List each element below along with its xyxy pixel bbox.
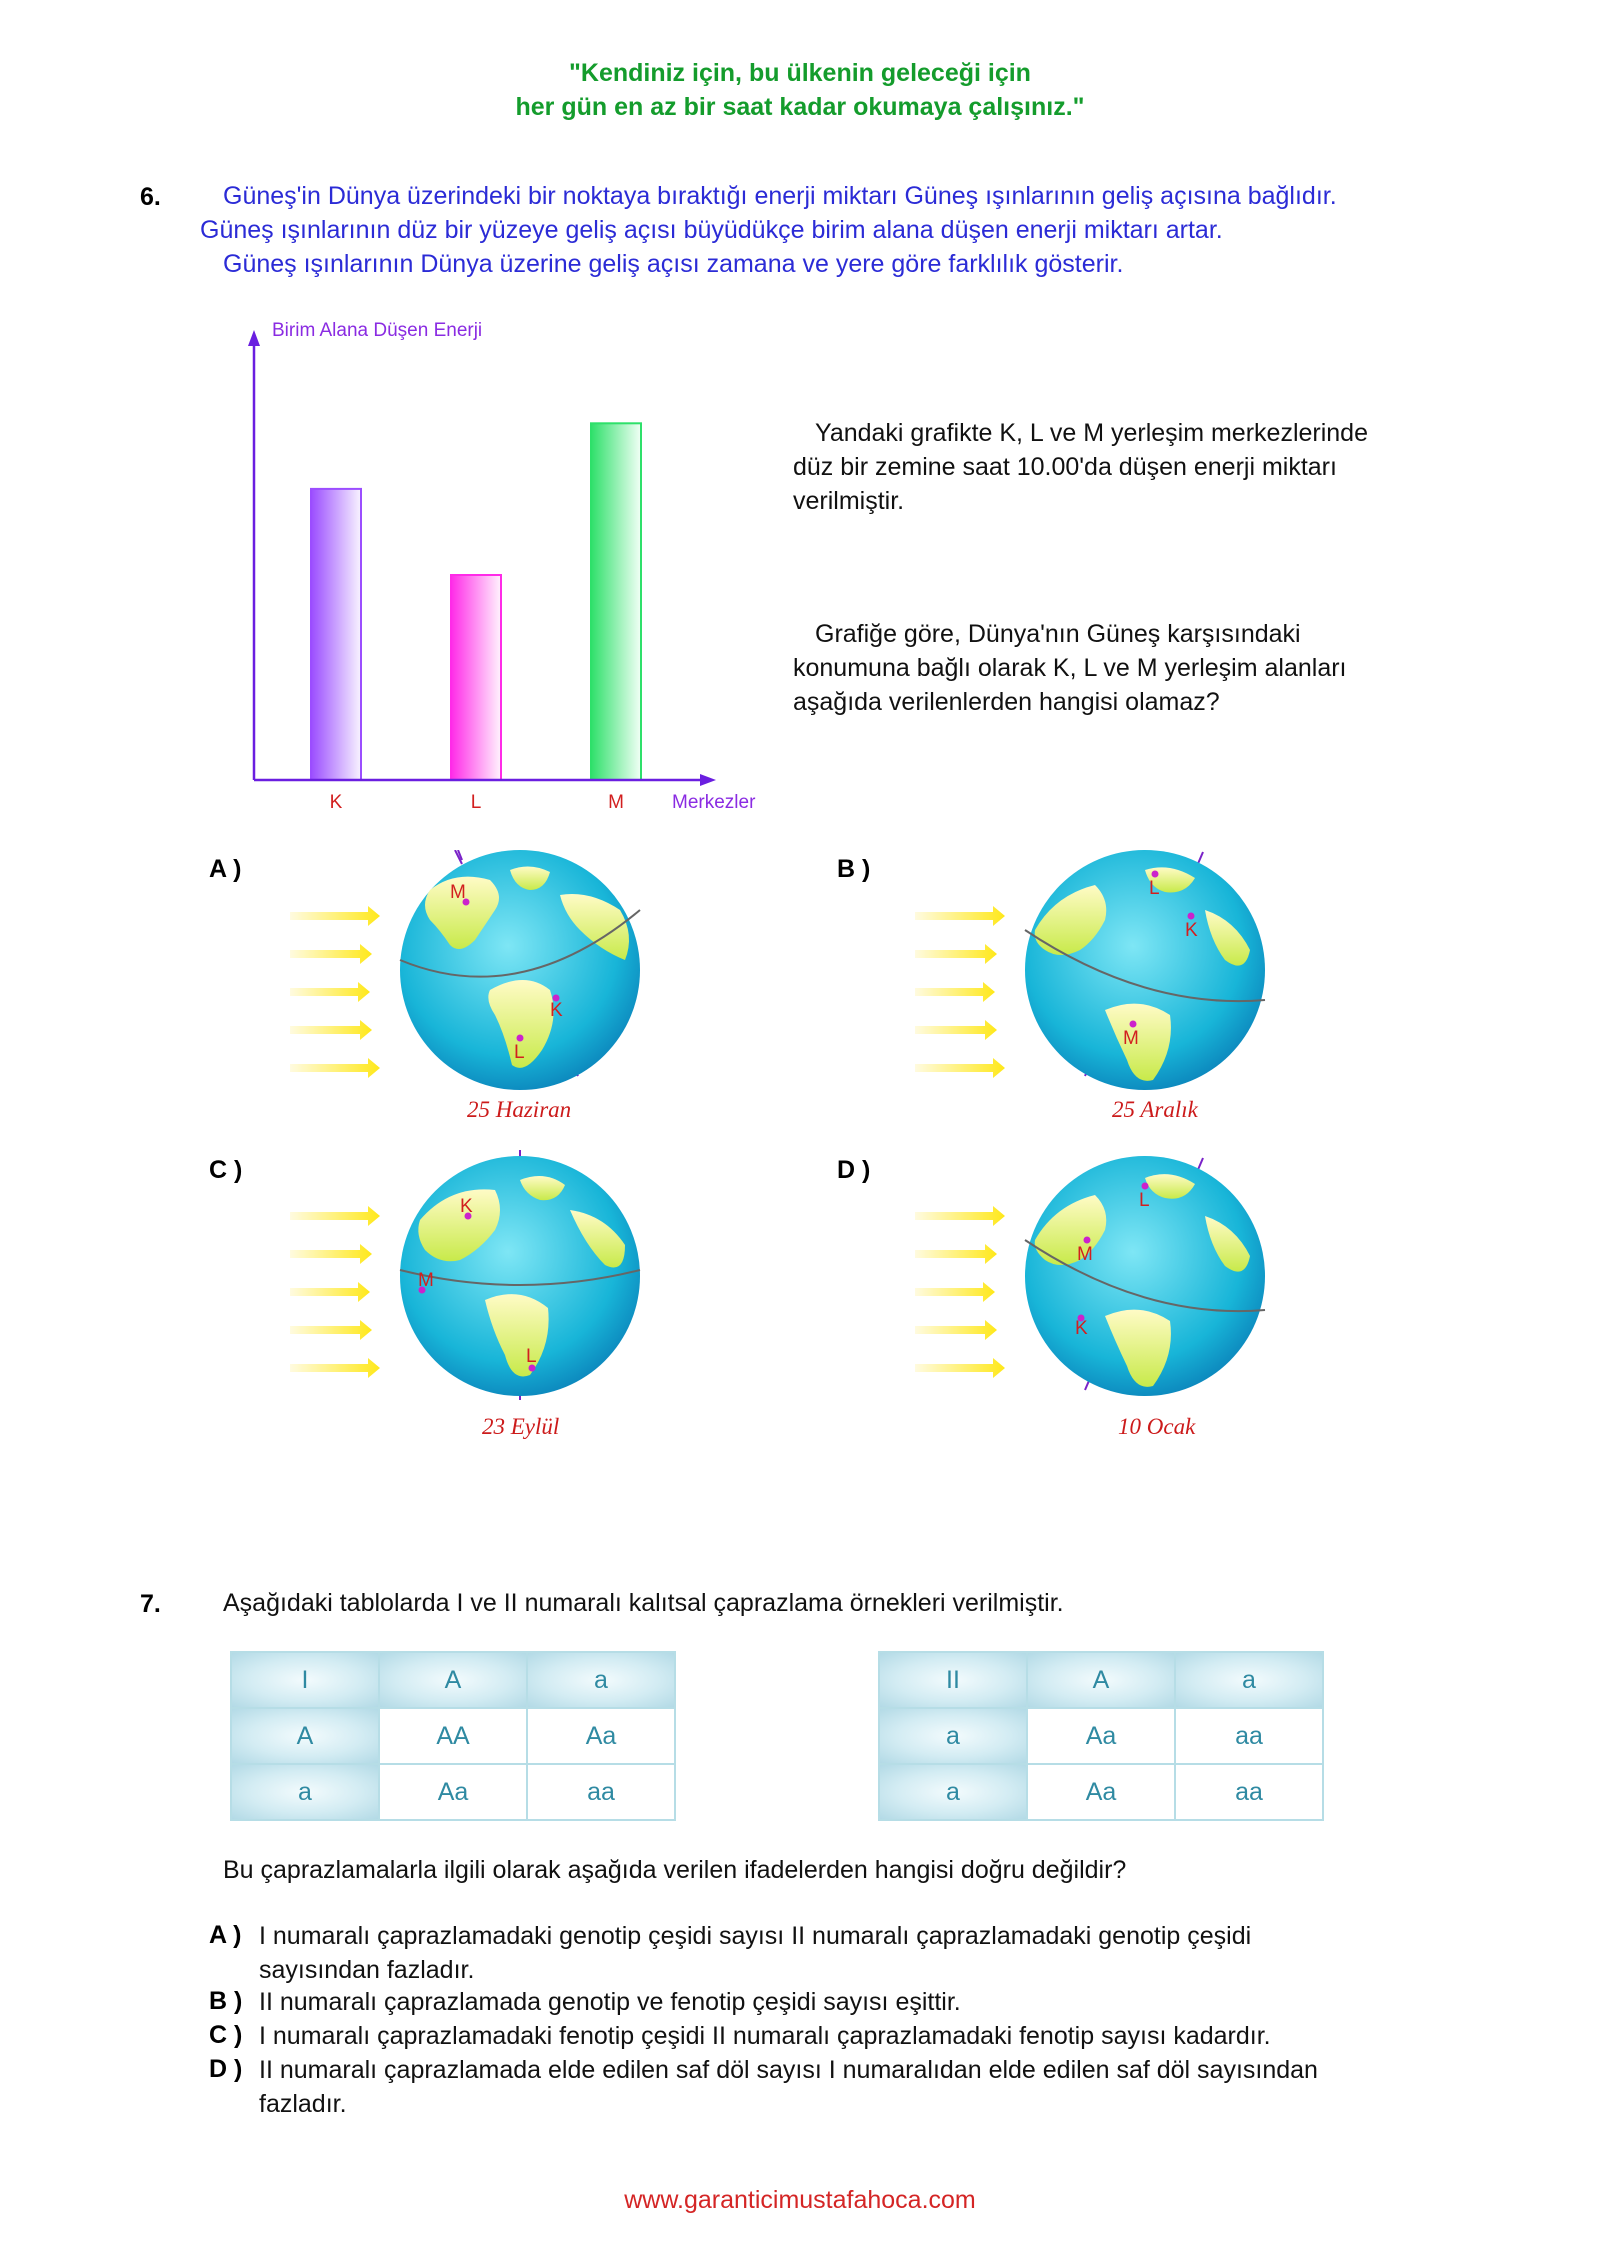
table-2-cell: aa	[1175, 1764, 1323, 1820]
q7-intro: Aşağıdaki tablolarda I ve II numaralı kalıtsal çaprazlama örnekleri verilmiştir.	[223, 1589, 1064, 1617]
table-1-cell: A	[379, 1652, 527, 1708]
q6-option-a-label[interactable]: A )	[209, 855, 242, 883]
punnett-table-2	[878, 1651, 1324, 1821]
q7-option-d-label[interactable]: D )	[209, 2055, 243, 2083]
globe-a-marker-k: K	[550, 1000, 563, 1021]
sun-rays	[915, 906, 1005, 1078]
table-1-cell: A	[231, 1708, 379, 1764]
q6-side-text-2-line-1: Grafiğe göre, Dünya'nın Güneş karşısındaki	[815, 620, 1301, 648]
table-2-cell: a	[879, 1764, 1027, 1820]
table-2-cell: a	[879, 1708, 1027, 1764]
table-1-cell: Aa	[527, 1708, 675, 1764]
q7-option-d-line-1[interactable]: II numaralı çaprazlamada elde edilen saf döl sayısı I numaralıdan elde edilen saf döl sayısından	[259, 2056, 1318, 2084]
globe-marker-dot	[517, 1035, 524, 1042]
globe-a-marker-m: M	[450, 882, 466, 903]
globe-d-marker-l: L	[1139, 1190, 1150, 1211]
chart-x-axis-arrow	[700, 774, 716, 786]
sun-rays	[915, 1206, 1005, 1378]
q7-option-b-line-1[interactable]: II numaralı çaprazlamada genotip ve fenotip çeşidi sayısı eşittir.	[259, 1988, 961, 2016]
table-2-cell: Aa	[1027, 1764, 1175, 1820]
motto-line-2: her gün en az bir saat kadar okumaya çalışınız."	[515, 93, 1085, 121]
question-6-number: 6.	[140, 183, 161, 211]
q6-option-c-label[interactable]: C )	[209, 1156, 243, 1184]
table-2-cell: II	[879, 1652, 1027, 1708]
q6-globe-d[interactable]	[905, 1150, 1285, 1400]
sun-rays	[290, 906, 380, 1078]
globe-b-marker-m: M	[1123, 1028, 1139, 1049]
table-2-cell: A	[1027, 1652, 1175, 1708]
table-1-cell: aa	[527, 1764, 675, 1820]
x-tick-label-k: K	[329, 792, 343, 813]
bar-k	[311, 489, 361, 780]
table-1-cell: Aa	[379, 1764, 527, 1820]
x-tick-label-l: L	[470, 792, 482, 813]
globe-c-marker-k: K	[460, 1196, 473, 1217]
q7-option-d-line-2[interactable]: fazladır.	[259, 2090, 347, 2118]
globe-c-marker-l: L	[526, 1346, 537, 1367]
q6-intro-line-1: Güneş'in Dünya üzerindeki bir noktaya bıraktığı enerji miktarı Güneş ışınlarının geliş açısına bağlıdır.	[223, 182, 1337, 210]
q6-side-text-1-line-2: düz bir zemine saat 10.00'da düşen enerji miktarı	[793, 453, 1337, 481]
globe-a-marker-l: L	[514, 1042, 525, 1063]
bar-l	[451, 575, 501, 780]
motto-line-1: "Kendiniz için, bu ülkenin geleceği için	[569, 59, 1031, 87]
globe-marker-dot	[1188, 913, 1195, 920]
globe-b-marker-l: L	[1149, 878, 1160, 899]
q6-globe-a[interactable]	[280, 850, 660, 1090]
q6-globe-c[interactable]	[280, 1150, 660, 1400]
x-tick-label-m: M	[608, 792, 624, 813]
q6-intro-line-2: Güneş ışınlarının düz bir yüzeye geliş açısı büyüdükçe birim alana düşen enerji miktarı artar.	[200, 216, 1223, 244]
q6-side-text-2-line-2: konumuna bağlı olarak K, L ve M yerleşim alanları	[793, 654, 1347, 682]
sun-rays	[290, 1206, 380, 1378]
globe-marker-dot	[1130, 1021, 1137, 1028]
q6-option-b-caption: 25 Aralık	[1112, 1097, 1198, 1122]
q6-option-d-caption: 10 Ocak	[1118, 1414, 1196, 1439]
table-1-cell: AA	[379, 1708, 527, 1764]
q7-option-c-line-1[interactable]: I numaralı çaprazlamadaki fenotip çeşidi II numaralı çaprazlamadaki fenotip sayısı kadardır.	[259, 2022, 1271, 2050]
punnett-table-1	[230, 1651, 676, 1821]
table-1-cell: a	[527, 1652, 675, 1708]
globe-marker-dot	[1142, 1183, 1149, 1190]
table-2-cell: a	[1175, 1652, 1323, 1708]
q7-option-a-line-2[interactable]: sayısından fazladır.	[259, 1956, 475, 1984]
bar-m	[591, 423, 641, 780]
table-2-cell: Aa	[1027, 1708, 1175, 1764]
q6-side-text-2-line-3: aşağıda verilenlerden hangisi olamaz?	[793, 688, 1220, 716]
globe-c-marker-m: M	[418, 1270, 434, 1291]
globe-d-marker-m: M	[1077, 1244, 1093, 1265]
table-1-cell: a	[231, 1764, 379, 1820]
question-7-number: 7.	[140, 1590, 161, 1618]
energy-bar-chart	[230, 310, 790, 830]
chart-y-axis-label: Birim Alana Düşen Enerji	[272, 320, 483, 341]
table-1-cell: I	[231, 1652, 379, 1708]
q6-option-b-label[interactable]: B )	[837, 855, 871, 883]
q6-globe-b[interactable]	[905, 850, 1285, 1090]
q7-option-a-label[interactable]: A )	[209, 1921, 242, 1949]
globe-d-marker-k: K	[1075, 1318, 1088, 1339]
globe-marker-dot	[1152, 871, 1159, 878]
globe-b-marker-k: K	[1185, 920, 1198, 941]
q7-option-c-label[interactable]: C )	[209, 2021, 243, 2049]
table-2-cell: aa	[1175, 1708, 1323, 1764]
q6-option-d-label[interactable]: D )	[837, 1156, 871, 1184]
q7-option-b-label[interactable]: B )	[209, 1987, 243, 2015]
q6-option-a-caption: 25 Haziran	[467, 1097, 572, 1122]
q6-side-text-1-line-3: verilmiştir.	[793, 487, 905, 515]
q7-option-a-line-1[interactable]: I numaralı çaprazlamadaki genotip çeşidi sayısı II numaralı çaprazlamadaki genotip çeşidi	[259, 1922, 1252, 1950]
chart-x-axis-label: Merkezler	[672, 792, 756, 813]
footer-url[interactable]: www.garanticimustafahoca.com	[624, 2186, 976, 2214]
chart-y-axis-arrow	[248, 330, 260, 346]
q6-intro-line-3: Güneş ışınlarının Dünya üzerine geliş açısı zamana ve yere göre farklılık gösterir.	[223, 250, 1124, 278]
globe-marker-dot	[1084, 1237, 1091, 1244]
q6-option-c-caption: 23 Eylül	[482, 1414, 560, 1439]
q7-question: Bu çaprazlamalarla ilgili olarak aşağıda verilen ifadelerden hangisi doğru değildir?	[223, 1856, 1127, 1884]
q6-side-text-1-line-1: Yandaki grafikte K, L ve M yerleşim merkezlerinde	[815, 419, 1368, 447]
